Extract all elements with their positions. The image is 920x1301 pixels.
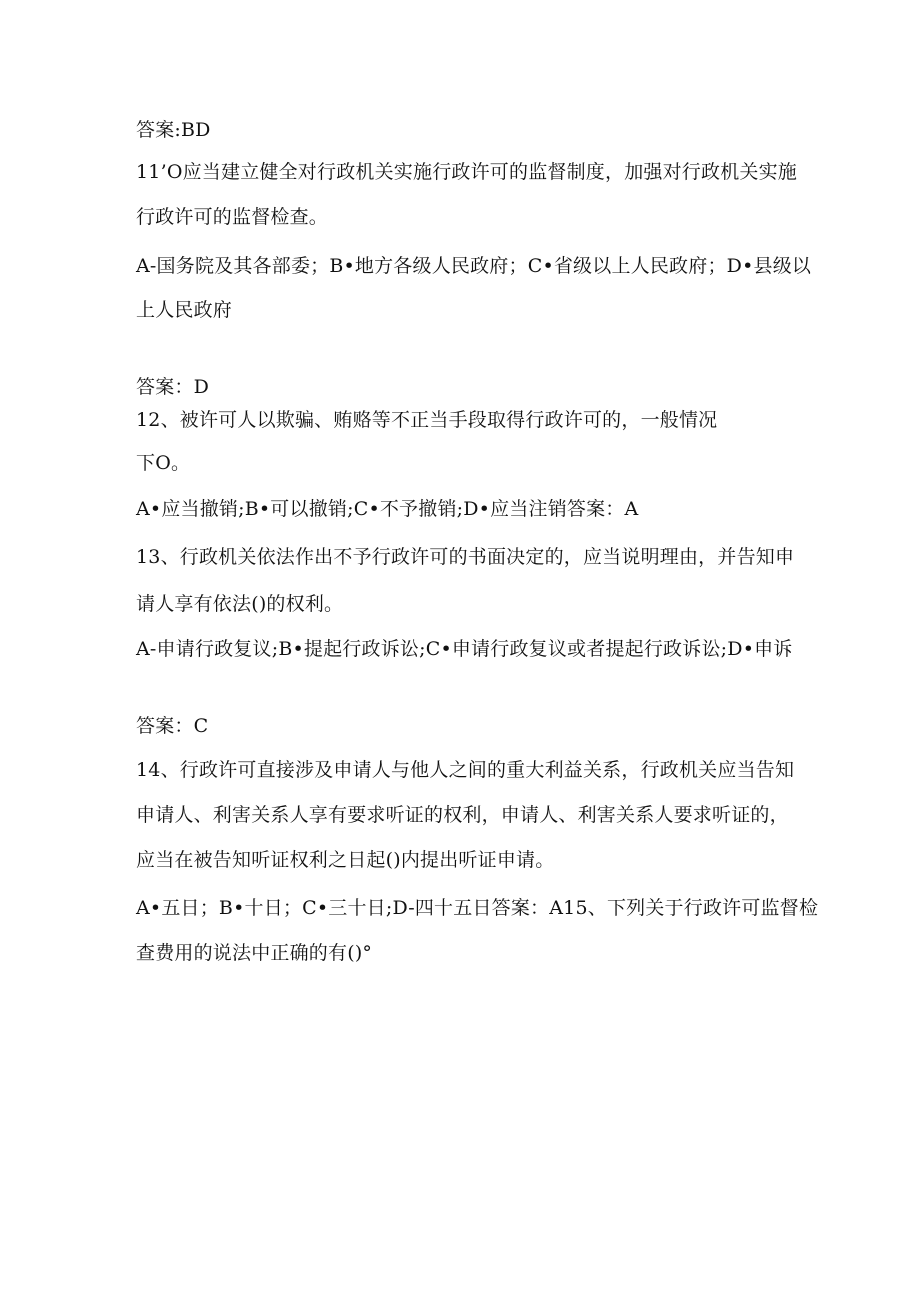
text-line: A•五日；B•十日；C•三十日;D-四十五日答案：A15、下列关于行政许可监督检 (136, 897, 819, 919)
text-line: 12、被许可人以欺骗、贿赂等不正当手段取得行政许可的，一般情况 (136, 409, 718, 431)
text-line: 14、行政许可直接涉及申请人与他人之间的重大利益关系，行政机关应当告知 (136, 759, 795, 781)
text-line: 答案：D (136, 376, 210, 398)
text-line: 应当在被告知听证权利之日起()内提出听证申请。 (136, 849, 555, 871)
text-line: 申请人、利害关系人享有要求听证的权利，申请人、利害关系人要求听证的， (136, 804, 789, 826)
text-line: 答案:BD (136, 119, 211, 141)
text-line: 答案：C (136, 715, 209, 737)
text-line: 下O。 (136, 452, 191, 474)
text-line: A-申请行政复议;B•提起行政诉讼;C•申请行政复议或者提起行政诉讼;D•申诉 (136, 638, 793, 660)
text-line: 上人民政府 (136, 299, 233, 321)
text-line: 行政许可的监督检查。 (136, 206, 329, 228)
text-line: 查费用的说法中正确的有()° (136, 942, 373, 964)
text-line: A•应当撤销;B•可以撤销;C•不予撤销;D•应当注销答案：A (136, 498, 639, 520)
text-line: 13、行政机关依法作出不予行政许可的书面决定的，应当说明理由，并告知申 (136, 546, 795, 568)
text-line: 请人享有依法()的权利。 (136, 593, 344, 615)
text-line: 11’O应当建立健全对行政机关实施行政许可的监督制度，加强对行政机关实施 (136, 161, 797, 183)
text-line: A-国务院及其各部委；B•地方各级人民政府；C•省级以上人民政府；D•县级以 (136, 255, 812, 277)
